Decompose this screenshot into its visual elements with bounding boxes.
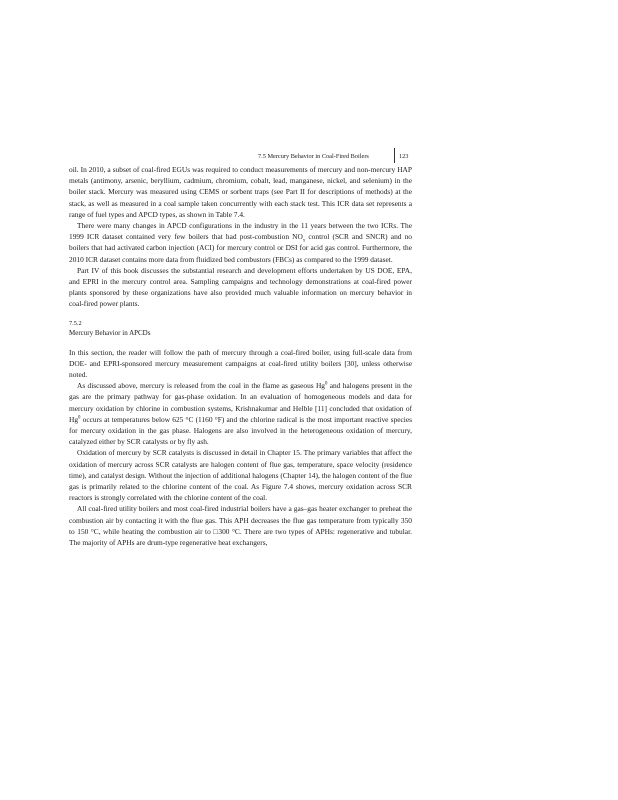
- paragraph-6: Oxidation of mercury by SCR catalysts is discussed in detail in Chapter 15. The primary variables that affect the oxidation of mercury across SCR catalysts are halogen content of flue gas, temperature, space velocity (residence time), and catalyst design. Without the injection of additional halogens (Chapter 14), the halogen content of the flue gas is primarily related to the chlorine content of the coal. As Figure 7.4 shows, mercury oxidation across SCR reactors is strongly correlated with the chlorine content of the coal.: [69, 448, 412, 503]
- hg-superscript-2: 0: [78, 415, 81, 421]
- running-header-title: 7.5 Mercury Behavior in Coal-Fired Boilers: [258, 153, 369, 160]
- section-title: Mercury Behavior in APCDs: [69, 328, 151, 337]
- paragraph-7: All coal-fired utility boilers and most coal-fired industrial boilers have a gas–gas heater exchanger to preheat the combustion air by contacting it with the flue gas. This APH decreases the flue gas temperature from typically 350 to 150 °C, while heating the combustion air to □300 °C. There are two types of APHs: regenerative and tubular. The majority of APHs are drum-type regenerative heat exchangers,: [69, 504, 412, 548]
- paragraph-5-part-1: As discussed above, mercury is released from the coal in the flame as gaseous Hg: [77, 381, 325, 391]
- section-number: 7.5.2: [69, 319, 82, 327]
- nox-subscript: x: [302, 238, 306, 244]
- paragraph-3: Part IV of this book discusses the substantial research and development efforts undertaken by US DOE, EPA, and EPRI in the mercury control area. Sampling campaigns and technology demonstrations at coal-fired power plants sponsored by these organizations have also provided much valuable information on mercury behavior in coal-fired power plants.: [69, 265, 412, 309]
- paragraph-5: [69, 380, 412, 447]
- hg-superscript-1: 0: [324, 381, 328, 387]
- paragraph-2-part-2: control (SCR and SNCR) and no boilers that had activated carbon injection (ACI) for mercury control or DSI for acid gas control. Furthermore, the 2010 ICR dataset contains more data from fluidized bed combustors (FBCs) as compared to the 1999 dataset.: [69, 232, 412, 264]
- paragraph-5-part-3: occurs at temperatures below 625 °C (1160 °F) and the chlorine radical is the most important reactive species for mercury oxidation in the gas phase. Halogens are also involved in the heterogeneous oxidation of mercury, catalyzed either by SCR catalysts or by fly ash.: [69, 414, 412, 447]
- paragraph-4: In this section, the reader will follow the path of mercury through a coal-fired boiler, using full-scale data from DOE- and EPRI-sponsored mercury measurement campaigns at coal-fired utility boilers [30], unless otherwise noted.: [69, 347, 412, 380]
- paragraph-5-part-2: and halogens present in the gas are the primary pathway for gas-phase oxidation. In an evaluation of homogeneous models and data for mercury oxidation by chlorine in combustion systems, Krishnakumar and Helble [11] concluded that oxidation of Hg: [69, 381, 412, 424]
- page-number: 123: [399, 153, 409, 160]
- paragraph-2-part-1: There were many changes in APCD configurations in the industry in the 11 years between the two ICRs. The 1999 ICR dataset contained very few boilers that had post-combustion NO: [69, 221, 412, 242]
- header-divider: [394, 148, 395, 163]
- page-body: [69, 164, 412, 548]
- paragraph-1: oil. In 2010, a subset of coal-fired EGUs was required to conduct measurements of mercury and non-mercury HAP metals (antimony, arsenic, beryllium, cadmium, chromium, cobalt, lead, manganese, nickel, and selenium) in the boiler stack. Mercury was measured using CEMS or sorbent traps (see Part II for descriptions of methods) at the stack, as well as measured in a coal sample taken concurrently with each stack test. This ICR data set represents a range of fuel types and APCD types, as shown in Table 7.4.: [69, 165, 412, 219]
- paragraph-2: [69, 220, 412, 265]
